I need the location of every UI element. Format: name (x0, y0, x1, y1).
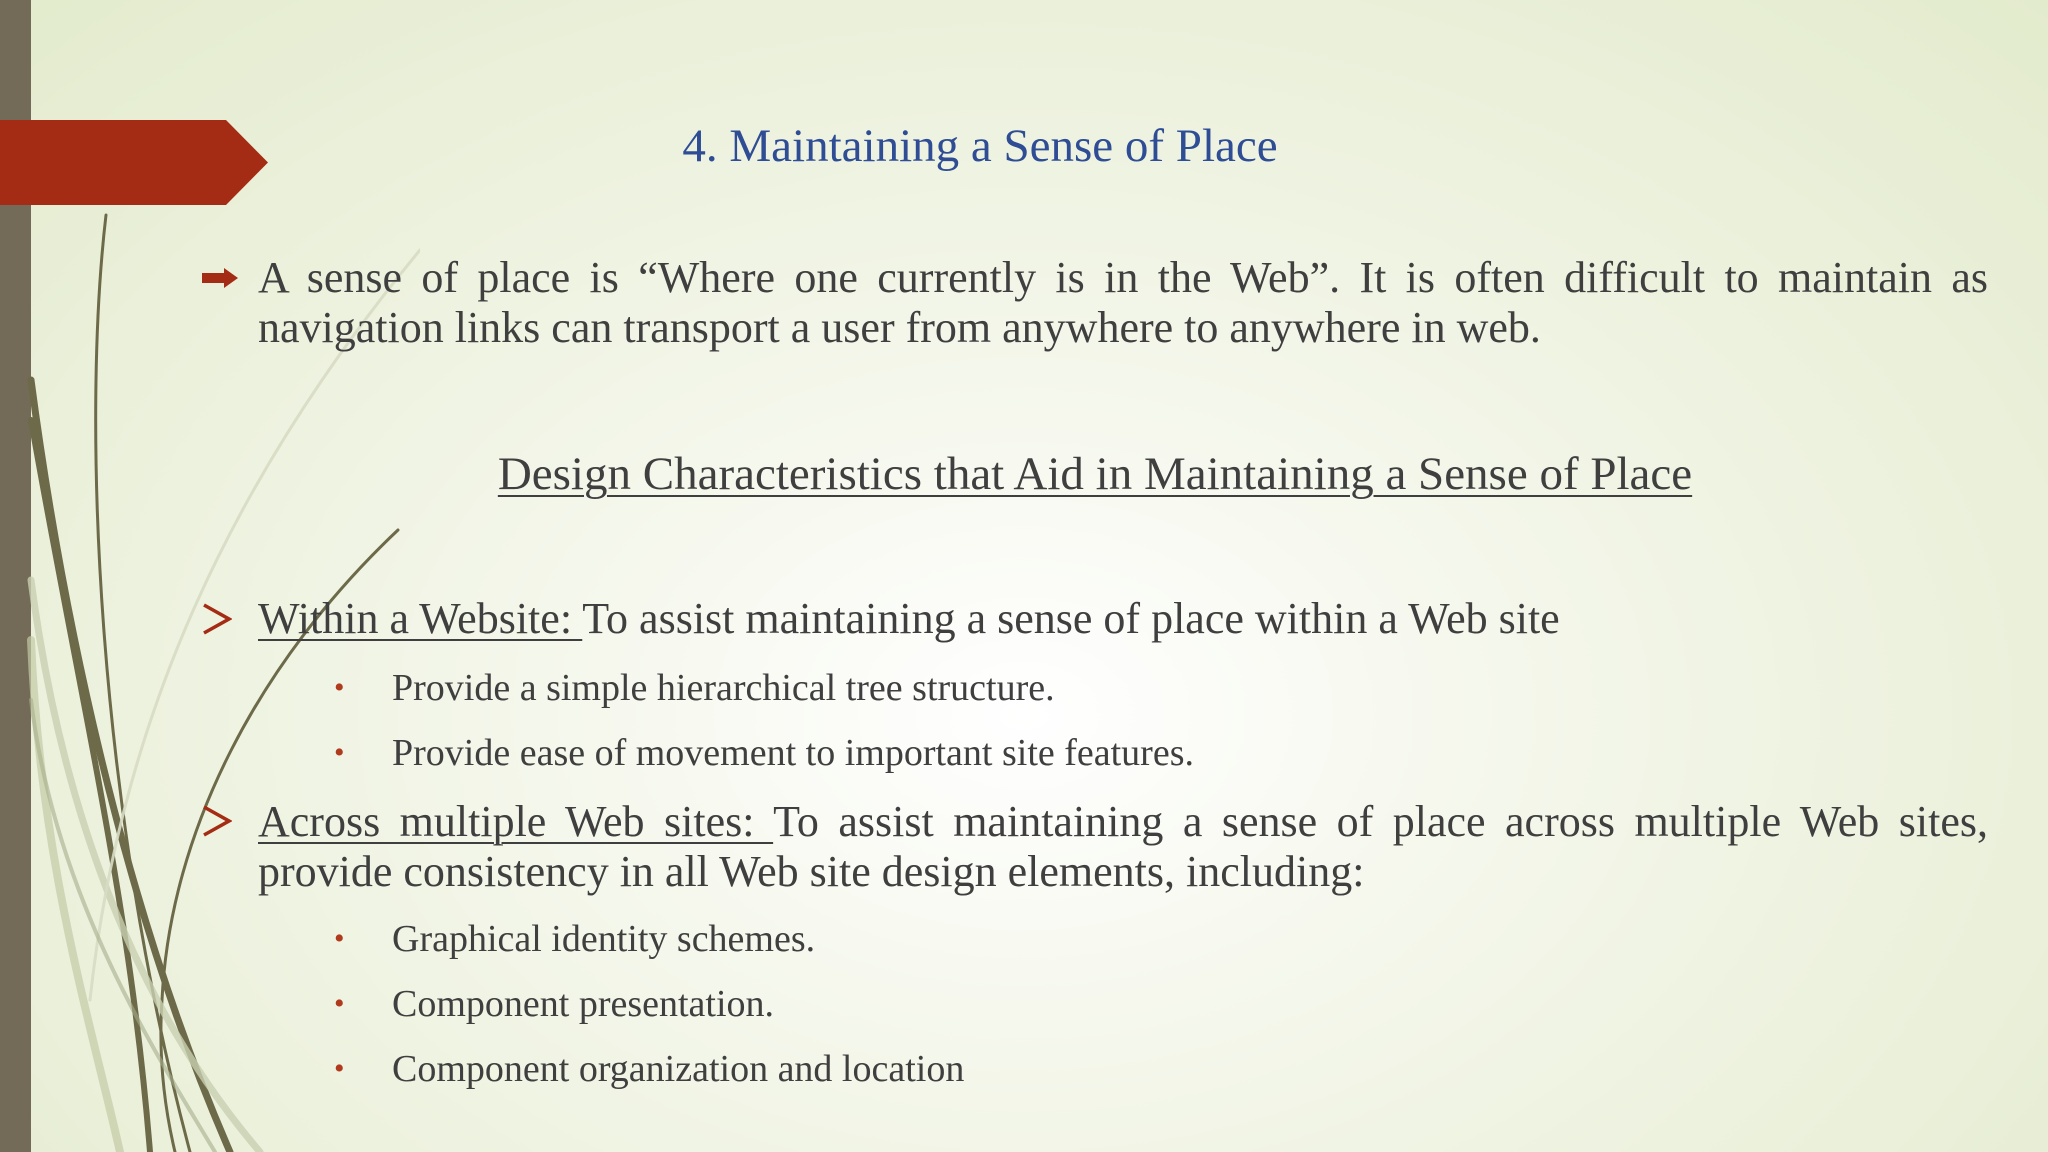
list-item-text: Provide a simple hierarchical tree structure. (392, 667, 1055, 709)
bullet-dot-icon: • (334, 671, 345, 704)
bullet-dot-icon: • (334, 987, 345, 1020)
filled-arrow-icon (202, 268, 240, 288)
open-arrowhead-icon (202, 603, 232, 635)
list-item (334, 981, 964, 1046)
section-subheading: Design Characteristics that Aid in Maintaining a Sense of Place (497, 448, 1693, 500)
intro-paragraph: A sense of place is “Where one currently is in the Web”. It is often difficult to maintain as navigation links can transport a user from anywhere to anywhere in web. (258, 253, 1988, 352)
open-arrowhead-icon (202, 805, 232, 837)
list-item-text: Graphical identity schemes. (392, 918, 816, 960)
list-item (334, 730, 1194, 795)
bullet-dot-icon: • (334, 1052, 345, 1085)
bullet-dot-icon: • (334, 922, 345, 955)
bullet-dot-icon: • (334, 736, 345, 769)
within-website-paragraph (258, 594, 1988, 644)
list-item (334, 665, 1194, 730)
across-sites-lead: Across multiple Web sites: (258, 797, 774, 846)
title-arrow-shape (0, 120, 268, 205)
list-item (334, 916, 964, 981)
within-website-lead: Within a Website: (258, 594, 583, 643)
list-item-text: Provide ease of movement to important site features. (392, 732, 1194, 774)
list-item-text: Component presentation. (392, 983, 775, 1025)
across-sites-text: To assist maintaining a sense of place across multiple Web sites, provide consistency in all Web site design elements, including: (258, 797, 1988, 896)
within-website-list (334, 665, 1194, 795)
list-item-text: Component organization and location (392, 1048, 965, 1090)
slide-title: 4. Maintaining a Sense of Place (682, 120, 1278, 172)
across-sites-list (334, 916, 964, 1111)
list-item (334, 1046, 964, 1111)
across-sites-paragraph (258, 797, 1988, 897)
within-website-text: To assist maintaining a sense of place within a Web site (582, 594, 1560, 643)
